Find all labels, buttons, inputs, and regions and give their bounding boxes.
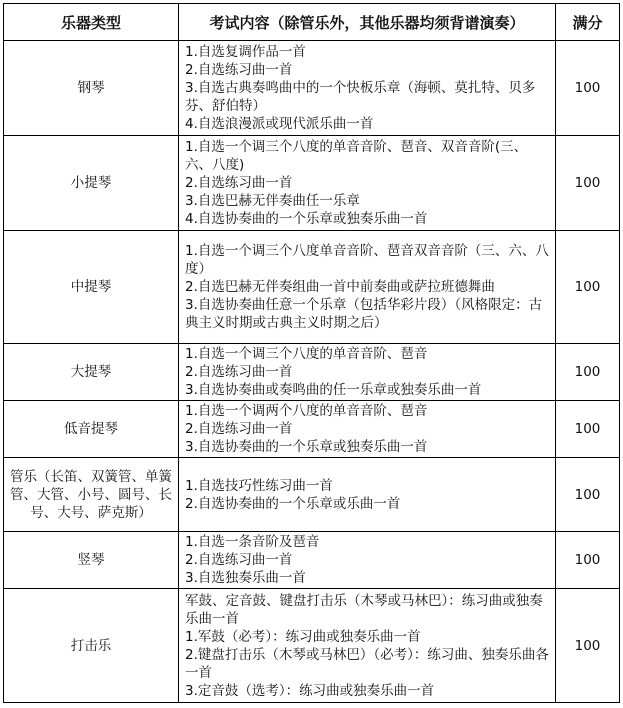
instrument-cell: 钢琴: [4, 41, 179, 136]
table-row: [4, 136, 620, 231]
header-content: 考试内容（除管乐外，其他乐器均须背谱演奏）: [179, 4, 556, 41]
content-cell: [179, 532, 556, 589]
content-item: 1.自选一条音阶及琶音: [185, 534, 320, 550]
content-item: 3.自选巴赫无伴奏曲任一乐章: [185, 193, 360, 209]
content-item: 1.自选一个调三个八度的单音音阶、琶音、双音音阶(三、六、八度): [185, 139, 528, 173]
header-instrument: 乐器类型: [4, 4, 179, 41]
content-item: 军鼓、定音鼓、键盘打击乐（木琴或马林巴）：练习曲或独奏乐曲一首: [185, 592, 543, 627]
content-item: 1.自选一个调两个八度的单音音阶、琶音: [185, 403, 428, 419]
content-cell: [179, 458, 556, 532]
content-cell: [179, 136, 556, 231]
instrument-cell: 小提琴: [4, 136, 179, 231]
header-score: 满分: [556, 4, 620, 41]
instrument-cell: 低音提琴: [4, 401, 179, 458]
instrument-cell: 打击乐: [4, 589, 179, 703]
content-cell: [179, 589, 556, 703]
content-item: 2.自选练习曲一首: [185, 62, 293, 78]
header-row: [4, 4, 620, 41]
score-cell: 100: [556, 589, 620, 703]
table-row: [4, 231, 620, 344]
score-cell: 100: [556, 344, 620, 401]
content-cell: [179, 231, 556, 344]
content-item: 2.自选练习曲一首: [185, 552, 293, 568]
instrument-cell: 大提琴: [4, 344, 179, 401]
content-item: 4.自选浪漫派或现代派乐曲一首: [185, 116, 374, 132]
score-cell: 100: [556, 458, 620, 532]
content-item: 1.自选一个调三个八度单音音阶、琶音双音音阶（三、六、八度）: [185, 243, 549, 277]
instrument-cell: 管乐（长笛、双簧管、单簧管、大管、小号、圆号、长号、大号、萨克斯）: [4, 458, 179, 532]
content-item: 3.定音鼓（选考）：练习曲或独奏乐曲一首: [185, 682, 435, 699]
instrument-cell: 竖琴: [4, 532, 179, 589]
content-item: 3.自选协奏曲的一个乐章或独奏乐曲一首: [185, 439, 428, 455]
content-item: 1.自选复调作品一首: [185, 44, 306, 60]
table-row: [4, 41, 620, 136]
content-item: 3.自选独奏乐曲一首: [185, 570, 306, 586]
table-row: [4, 532, 620, 589]
score-cell: 100: [556, 532, 620, 589]
content-item: 3.自选协奏曲任意一个乐章（包括华彩片段）（风格限定：古典主义时期或古典主义时期之后）: [185, 297, 543, 331]
content-item: 2.自选练习曲一首: [185, 421, 293, 437]
instrument-cell: 中提琴: [4, 231, 179, 344]
score-cell: 100: [556, 136, 620, 231]
content-item: 2.自选练习曲一首: [185, 364, 293, 380]
content-item: 2.自选协奏曲的一个乐章或乐曲一首: [185, 495, 401, 512]
table-row: [4, 344, 620, 401]
score-cell: 100: [556, 401, 620, 458]
table-row: [4, 458, 620, 532]
content-item: 1.自选技巧性练习曲一首: [185, 477, 333, 494]
content-item: 1.自选一个调三个八度的单音音阶、琶音: [185, 346, 428, 362]
content-item: 2.自选巴赫无伴奏组曲一首中前奏曲或萨拉班德舞曲: [185, 279, 495, 295]
exam-content-table: [3, 3, 620, 703]
content-item: 3.自选古典奏鸣曲中的一个快板乐章（海顿、莫扎特、贝多芬、舒伯特）: [185, 80, 536, 114]
content-item: 3.自选协奏曲或奏鸣曲的任一乐章或独奏乐曲一首: [185, 382, 482, 398]
content-cell: [179, 41, 556, 136]
content-cell: [179, 344, 556, 401]
content-item: 4.自选协奏曲的一个乐章或独奏乐曲一首: [185, 211, 428, 227]
content-item: 1.军鼓（必考）：练习曲或独奏乐曲一首: [185, 628, 421, 645]
table-row: [4, 401, 620, 458]
score-cell: 100: [556, 231, 620, 344]
content-cell: [179, 401, 556, 458]
content-item: 2.自选练习曲一首: [185, 175, 293, 191]
content-item: 2.键盘打击乐（木琴或马林巴）（必考）：练习曲、独奏乐曲各一首: [185, 646, 549, 681]
score-cell: 100: [556, 41, 620, 136]
table-row: [4, 589, 620, 703]
